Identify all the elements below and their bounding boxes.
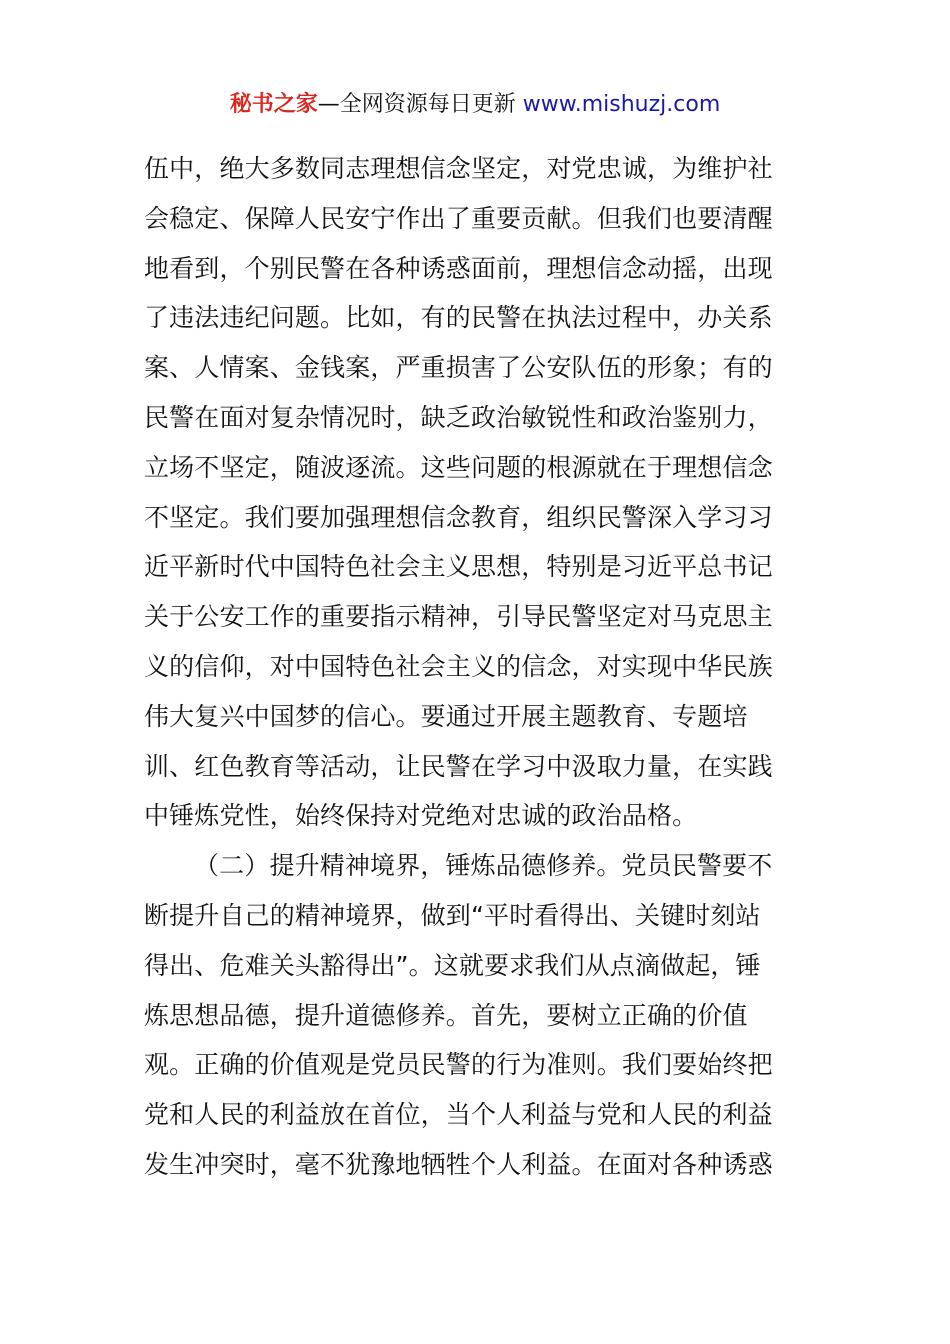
text-line: 伍中，绝大多数同志理想信念坚定，对党忠诚，为维护社 — [144, 154, 773, 183]
text-line: 会稳定、保障人民安宁作出了重要贡献。但我们也要清醒 — [144, 203, 773, 233]
header-tagline: —全网资源每日更新 — [317, 92, 516, 117]
page-header — [0, 88, 950, 122]
text-line: 案、人情案、金钱案，严重损害了公安队伍的形象；有的 — [144, 353, 773, 383]
text-line: 炼思想品德，提升道德修养。首先，要树立正确的价值 — [144, 1000, 748, 1030]
text-line: 民警在面对复杂情况时，缺乏政治敏锐性和政治鉴别力， — [144, 402, 773, 432]
text-line: 关于公安工作的重要指示精神，引导民警坚定对马克思主 — [144, 602, 773, 632]
text-line: 断提升自己的精神境界，做到“平时看得出、关键时刻站 — [144, 900, 761, 930]
text-line: 立场不坚定，随波逐流。这些问题的根源就在于理想信念 — [144, 452, 773, 482]
text-line: 训、红色教育等活动，让民警在学习中汲取力量，在实践 — [144, 751, 773, 781]
text-line: 观。正确的价值观是党员民警的行为准则。我们要始终把 — [144, 1050, 773, 1080]
website-link[interactable]: www.mishuzj.com — [522, 92, 721, 117]
document-body — [144, 144, 808, 1190]
brand-name: 秘书之家 — [229, 92, 318, 117]
text-line: 了违法违纪问题。比如，有的民警在执法过程中，办关系 — [144, 303, 773, 333]
text-line: 不坚定。我们要加强理想信念教育，组织民警深入学习习 — [144, 502, 773, 532]
text-line: 发生冲突时，毫不犹豫地牺牲个人利益。在面对各种诱惑 — [144, 1149, 773, 1179]
text-line: 得出、危难关头豁得出”。这就要求我们从点滴做起，锤 — [144, 950, 761, 980]
text-line: 近平新时代中国特色社会主义思想，特别是习近平总书记 — [144, 552, 773, 582]
text-line: 伟大复兴中国梦的信心。要通过开展主题教育、专题培 — [144, 701, 748, 731]
text-line: 党和人民的利益放在首位，当个人利益与党和人民的利益 — [144, 1100, 773, 1130]
section-heading-line: （二）提升精神境界，锤炼品德修养。党员民警要不 — [194, 851, 773, 881]
text-line: 中锤炼党性，始终保持对党绝对忠诚的政治品格。 — [144, 801, 698, 831]
text-line: 义的信仰，对中国特色社会主义的信念，对实现中华民族 — [144, 651, 773, 681]
text-line: 地看到，个别民警在各种诱惑面前，理想信念动摇，出现 — [144, 253, 773, 283]
